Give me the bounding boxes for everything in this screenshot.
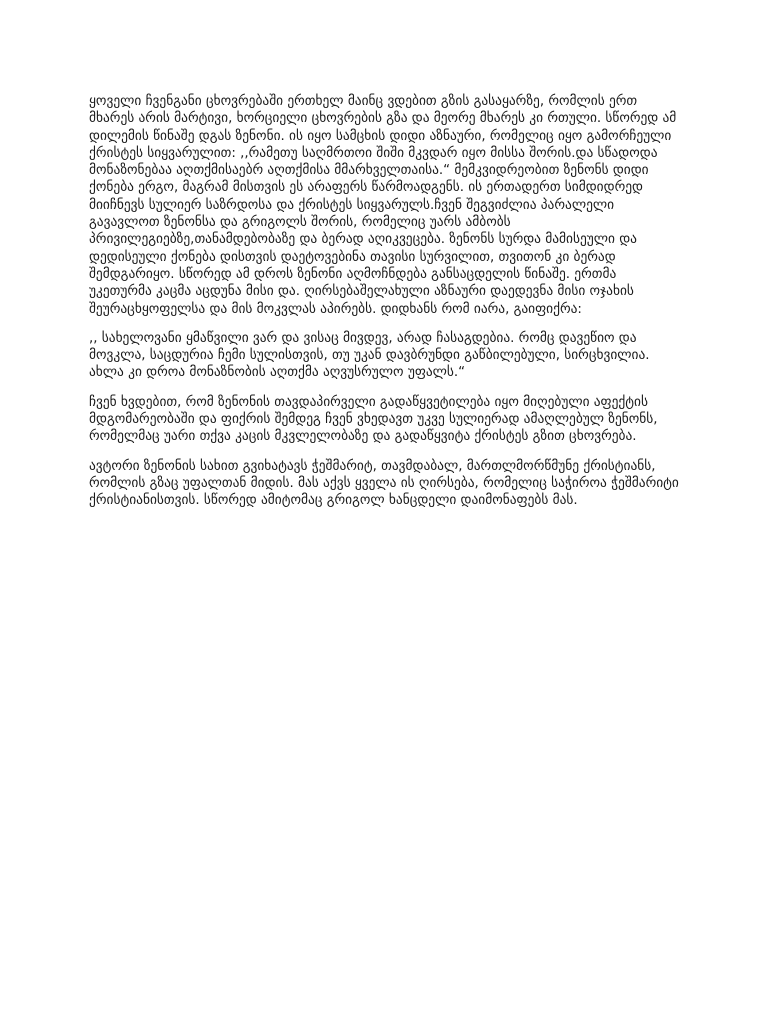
document-page — [89, 93, 681, 522]
paragraph-intro: ყოველი ჩვენგანი ცხოვრებაში ერთხელ მაინც ვდებით გზის გასაყარზე, რომლის ერთ მხარეს არის მარტივი, ხორციელი ცხოვრების გზა და მეორე მხარეს კი რთული. სწორედ ამ დილემის წინაშე დგას ზენონი. ის იყო სამცხის დიდი აზნაური, რომელიც იყო გამორჩეული ქრისტეს სიყვარულით: ,,რამეთუ საღმრთოი შიში მკვდარ იყო მისსა შორის.და სწადოდა მონაზონებაა აღთქმისაებრ აღთქმისა მმარხველთაისა.“ მემკვიდრეობით ზენონს დიდი ქონება ერგო, მაგრამ მისთვის ეს არაფერს წარმოადგენს. ის ერთადერთ სიმდიდრედ მიიჩნევს სულიერ საზრდოსა და ქრისტეს სიყვარულს.ჩვენ შეგვიძლია პარალელი გავავლოთ ზენონსა და გრიგოლს შორის, რომელიც უარს ამბობს პრივილეგიებზე,თანამდებობაზე და ბერად აღიკვეცება. ზენონს სურდა მამისეული და დედისეული ქონება დისთვის დაეტოვებინა თავისი სურვილით, თვითონ კი ბერად შემდგარიყო. სწორედ ამ დროს ზენონი აღმოჩნდება განსაცდელის წინაშე. ერთმა უკეთურმა კაცმა აცდუნა მისი და. ღირსებაშელახული აზნაური დაედევნა მისი ოჯახის შეურაცხყოფელსა და მის მოკვლას აპირებს. დიდხანს რომ იარა, გაიფიქრა: — [89, 94, 677, 317]
paragraph-quote: ,, სახელოვანი ყმაწვილი ვარ და ვისაც მივდევ, არად ჩასაგდებია. რომც დავეწიო და მოვკლა, საცდურია ჩემი სულისთვის, თუ უკან დავბრუნდი გაწბილებული, სირცხვილია. ახლა კი დროა მონაზნობის აღთქმა აღვუსრულო უფალს.“ — [89, 330, 650, 381]
paragraph-conclusion: ავტორი ზენონის სახით გვიხატავს ჭეშმარიტ, თავმდაბალ, მართლმორწმუნე ქრისტიანს, რომლის გზაც უფალთან მიდის. მას აქვს ყველა ის ღირსება, რომელიც საჭიროა ჭეშმარიტი ქრისტიანისთვის. სწორედ ამიტომაც გრიგოლ ხანცდელი დაიმონაფებს მას. — [89, 458, 679, 509]
paragraph-analysis: ჩვენ ხვდებით, რომ ზენონის თავდაპირველი გადაწყვეტილება იყო მიღებული აფექტის მდგომარეობაში და ფიქრის შემდეგ ჩვენ ვხედავთ უკვე სულიერად ამაღლებულ ზენონს, რომელმაც უარი თქვა კაცის მკვლელობაზე და გადაწყვიტა ქრისტეს გზით ცხოვრება. — [89, 394, 658, 445]
